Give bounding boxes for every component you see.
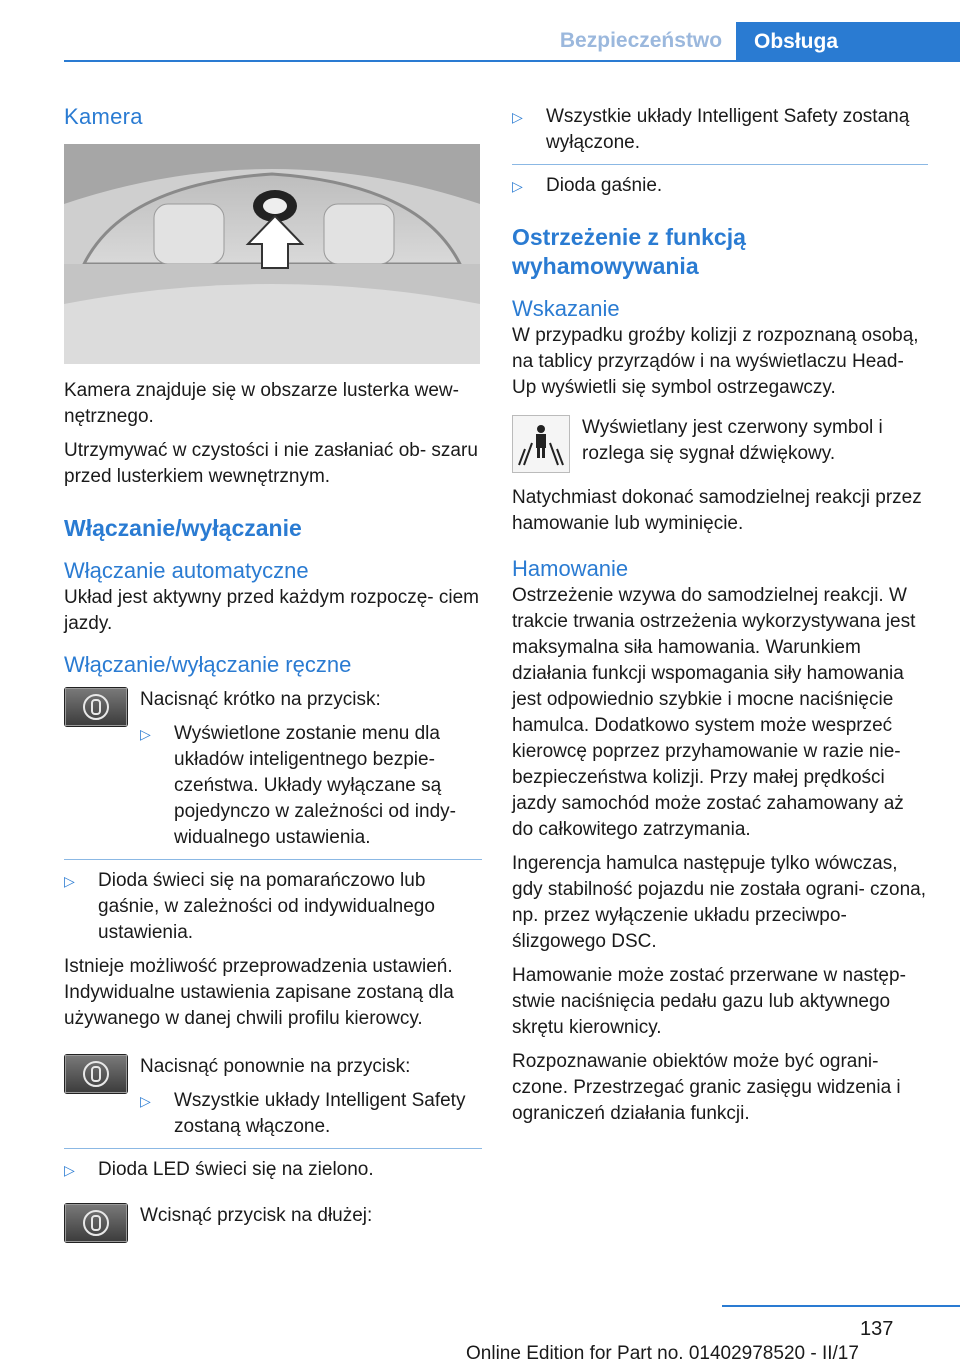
- tab-bezpieczenstwo[interactable]: Bezpieczeństwo: [559, 29, 723, 52]
- safety-button-icon: [64, 1203, 128, 1243]
- safety-button-icon: [64, 1054, 128, 1094]
- bullet-triangle-icon: ▷: [512, 178, 523, 194]
- warning-symbol-row: [512, 415, 928, 475]
- bullet-triangle-icon: ▷: [512, 109, 523, 125]
- heading-onoff: Włączanie/wyłączanie: [64, 515, 302, 541]
- pedestrian-warning-icon: [512, 415, 570, 473]
- heading-indicator: Wskazanie: [512, 296, 620, 321]
- intelligent-safety-icon: [81, 1208, 111, 1238]
- heading-auto: Włączanie automatyczne: [64, 558, 309, 583]
- bullet-menu: ▷ Wyświetlone zostanie menu dla układów inteligentnego bezpie- czeństwa. Układy wyłączane są pojedynczo w zależności od indy- widualnego ustawienia.: [140, 721, 482, 851]
- camera-photo: [64, 144, 480, 364]
- press-long-row: [64, 1203, 482, 1243]
- press-short-text: Nacisnąć krótko na przycisk:: [140, 689, 381, 710]
- safety-button-icon: [64, 687, 128, 727]
- heading-brake-warning: Ostrzeżenie z funkcją wyhamowywania: [512, 224, 746, 279]
- bullet-triangle-icon: ▷: [64, 1162, 75, 1178]
- red-symbol-text: Wyświetlany jest czerwony symbol i rozlega się sygnał dźwiękowy.: [582, 417, 883, 464]
- bullet-led-off: ▷ Dioda gaśnie.: [512, 173, 928, 199]
- intelligent-safety-icon: [81, 692, 111, 722]
- bullet-all-off: ▷ Wszystkie układy Intelligent Safety zostaną wyłączone.: [512, 104, 928, 156]
- indicator-text: W przypadku groźby kolizji z rozpoznaną osobą, na tablicy przyrządów i na wyświetlaczu Head-Up wyświetli się symbol ostrzegawczy.: [512, 325, 919, 398]
- header-rule: [64, 60, 960, 62]
- section-title-camera: Kamera: [64, 104, 143, 129]
- bullet-triangle-icon: ▷: [64, 873, 75, 889]
- settings-text: Istnieje możliwość przeprowadzenia ustawień. Indywidualne ustawienia zapisane zostaną dla używanego w danej chwili profilu kierowcy.: [64, 956, 454, 1029]
- bullet-led-orange: ▷ Dioda świeci się na pomarańczowo lub gaśnie, w zależności od indywidualnego ustawienia.: [64, 868, 482, 946]
- bullet-all-on: ▷ Wszystkie układy Intelligent Safety zostaną włączone.: [140, 1088, 482, 1140]
- braking-text-4: Rozpoznawanie obiektów może być ograni- czone. Przestrzegać granic zasięgu widzenia i ograniczeń działania funkcji.: [512, 1051, 901, 1124]
- windshield-camera-illustration: [64, 144, 480, 364]
- camera-location-text: Kamera znajduje się w obszarze lusterka wew- nętrznego.: [64, 380, 459, 427]
- separator: [512, 164, 928, 165]
- press-short-row: [64, 687, 482, 859]
- page-number: 137: [860, 1318, 894, 1340]
- bullet-triangle-icon: ▷: [140, 726, 151, 742]
- press-long-text: Wcisnąć przycisk na dłużej:: [140, 1205, 373, 1226]
- camera-clean-text: Utrzymywać w czystości i nie zasłaniać ob- szaru przed lusterkiem wewnętrznym.: [64, 440, 478, 487]
- bullet-triangle-icon: ▷: [140, 1093, 151, 1109]
- press-again-text: Nacisnąć ponownie na przycisk:: [140, 1056, 411, 1077]
- braking-text-2: Ingerencja hamulca następuje tylko wówczas, gdy stabilność pojazdu nie została ograni- czona, np. przez wyłączenie układu przeciwpo- ślizgowego DSC.: [512, 853, 927, 952]
- right-column: [512, 104, 928, 1135]
- left-column: [64, 104, 482, 1243]
- braking-text-3: Hamowanie może zostać przerwane w następ- stwie naciśnięcia pedału gazu lub aktywnego skrętu kierownicy.: [512, 965, 906, 1038]
- separator: [64, 1148, 482, 1149]
- braking-text-1: Ostrzeżenie wzywa do samodzielnej reakcji. W trakcie trwania ostrzeżenia wykorzystywana jest maksymalna siła hamowania. Warunkiem działania funkcji wspomagania siły hamowania jest odpowiednio szybkie i mocne naciśnięcie hamulca. Dodatkowo system może wesprzeć kierowcę poprzez przyhamowanie w razie nie- bezpieczeństwa kolizji. Przy małej prędkości jazdy samochód może zostać zahamowany aż do całkowitego zatrzymania.: [512, 585, 916, 840]
- press-again-row: [64, 1054, 482, 1148]
- tab-obsluga[interactable]: Obsługa: [736, 22, 960, 62]
- react-text: Natychmiast dokonać samodzielnej reakcji przez hamowanie lub wyminięcie.: [512, 487, 922, 534]
- bullet-led-green: ▷ Dioda LED świeci się na zielono.: [64, 1157, 482, 1183]
- heading-manual: Włączanie/wyłączanie ręczne: [64, 652, 352, 677]
- edition-text: Online Edition for Part no. 01402978520 - II/17: [466, 1343, 859, 1364]
- footer-rule: [722, 1305, 960, 1307]
- intelligent-safety-icon: [81, 1059, 111, 1089]
- separator: [64, 859, 482, 860]
- heading-braking: Hamowanie: [512, 556, 629, 581]
- auto-text: Układ jest aktywny przed każdym rozpoczę- ciem jazdy.: [64, 587, 479, 634]
